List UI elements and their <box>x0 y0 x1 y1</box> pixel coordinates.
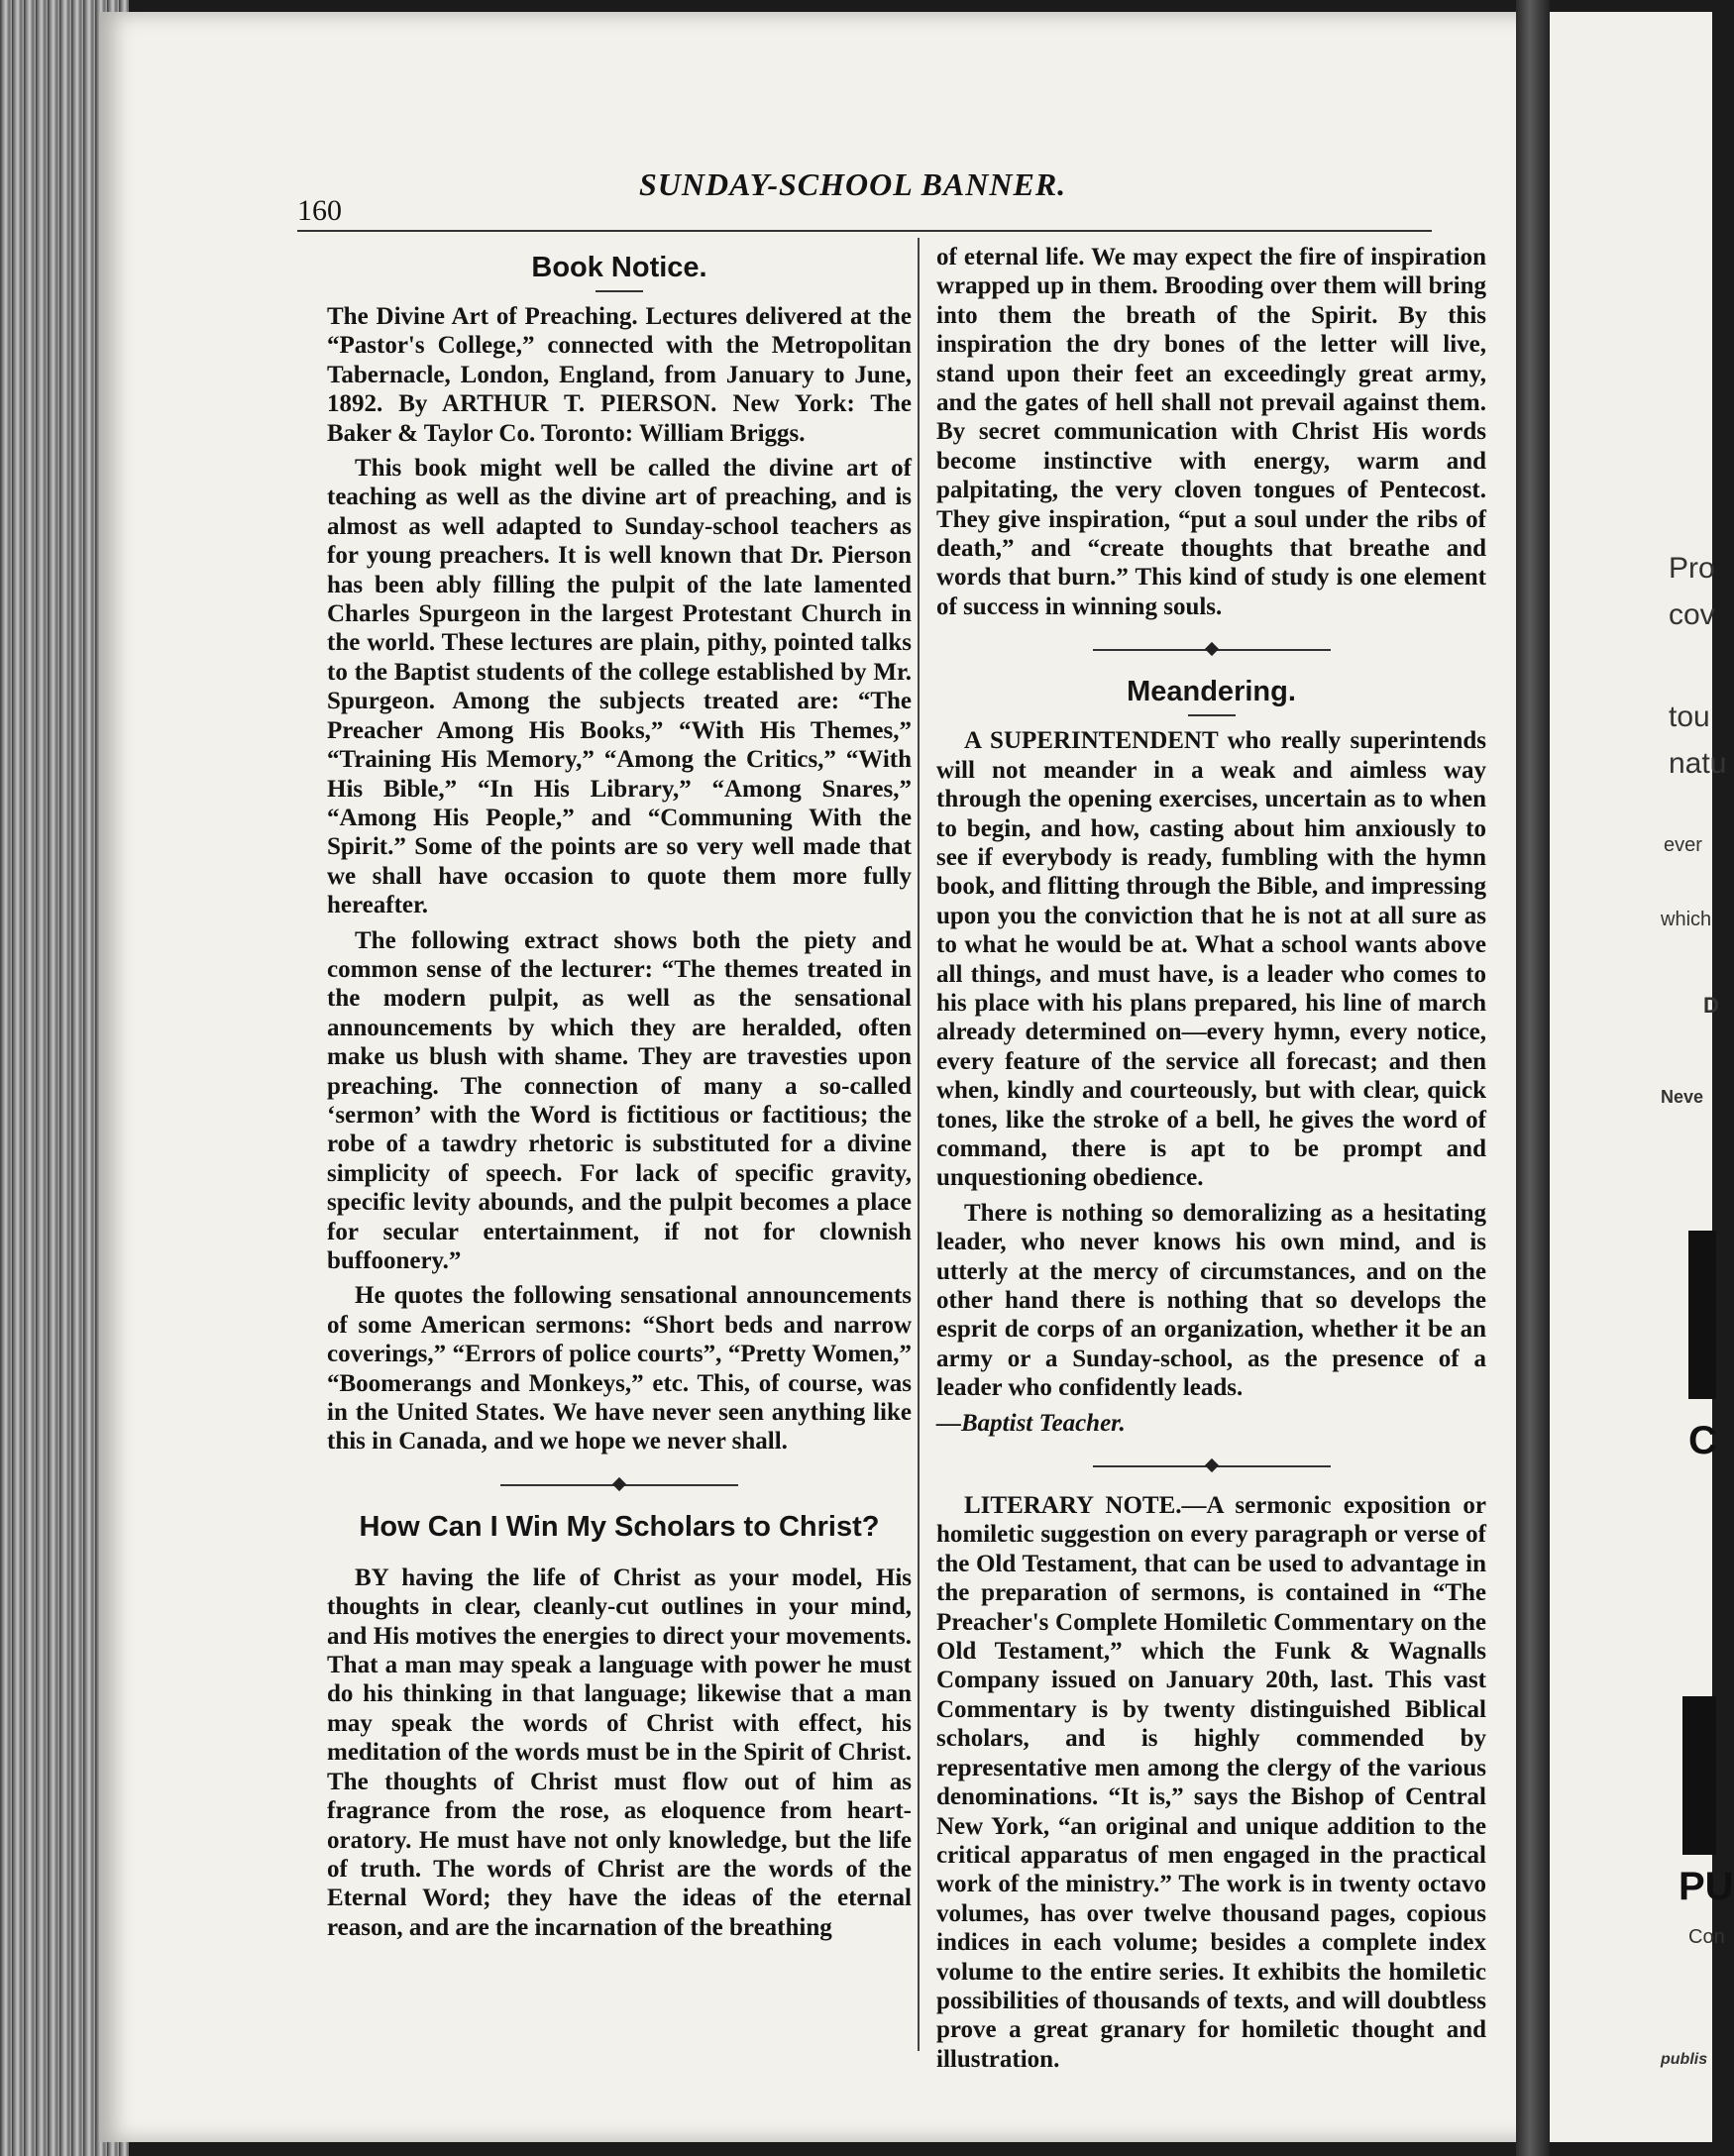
book-notice-heading: Book Notice. <box>531 252 707 283</box>
adjacent-page <box>1550 12 1734 2142</box>
adjacent-page-fragment: PU <box>1679 1865 1734 1908</box>
adjacent-page-decoration <box>1688 1231 1716 1399</box>
scholars-heading: How Can I Win My Scholars to Christ? <box>359 1510 880 1543</box>
section-divider <box>1093 643 1331 657</box>
adjacent-page-fragment: Con <box>1688 1926 1725 1948</box>
adjacent-page-fragment: publis <box>1661 2051 1708 2068</box>
meandering-heading: Meandering. <box>1127 676 1296 708</box>
running-title: SUNDAY-SCHOOL BANNER. <box>639 166 1067 202</box>
meandering-paragraph: A SUPERINTENDENT who really superintends will not meander in a weak and aimless way through the opening exercises, uncertain as to when to begin, and how, casting about him anxiously to see if everybody is ready, fumbling with the hymn book, and flitting through the Bible, and impressing upon you the conviction that he is not at all sure as to what he would be at. What a school wants above all things, and must have, is a leader who comes to his place with his plans prepared, his line of march already determined on—every hymn, every notice, every feature of the service all forecast; and then when, kindly and courteously, but with clear, quick tones, like the stroke of a bell, he gives the word of command, there is apt to be prompt and unquestioning obedience. <box>936 727 1486 1192</box>
page-gutter <box>1516 0 1550 2156</box>
scholars-paragraph: BY having the life of Christ as your model, His thoughts in clear, cleanly-cut outlines in your mind, and His motives the energies to direct your movements. That a man may speak a language with power he must do his thinking in that language; likewise that a man may speak the words of Christ with effect, his meditation of the words must be in the Spirit of Christ. The thoughts of Christ must flow out of him as fragrance from the rose, as eloquence from heart-oratory. He must have not only knowledge, but the life of truth. The words of Christ are the words of the Eternal Word; they have the ideas of the eternal reason, and are the incarnation of the breathing <box>327 1563 912 1941</box>
page-number: 160 <box>297 194 342 227</box>
adjacent-page-decoration <box>1682 1696 1716 1855</box>
adjacent-page-fragment: Neve <box>1661 1087 1704 1107</box>
heading-rule <box>1188 714 1236 716</box>
adjacent-page-fragment: natu <box>1669 747 1727 780</box>
adjacent-page-fragment: D <box>1703 993 1719 1018</box>
header-rule <box>297 230 1432 232</box>
column-divider <box>918 238 920 2051</box>
adjacent-page-fragment: cov <box>1669 598 1715 631</box>
page-header <box>297 166 1437 236</box>
adjacent-page-fragment: which <box>1661 909 1712 930</box>
right-column <box>936 243 1486 2080</box>
adjacent-page-fragment: Pro <box>1669 552 1715 585</box>
book-notice-paragraph: He quotes the following sensational announcements of some American sermons: “Short beds and narrow coverings,” “Errors of police courts”, “Pretty Women,” “Boomerangs and Monkeys,” etc. This, of course, was in the United States. We have never seen anything like this in Canada, and we hope we never shall. <box>327 1282 912 1455</box>
book-citation: The Divine Art of Preaching. Lectures delivered at the “Pastor's College,” connected with the Metropolitan Tabernacle, London, England, from January to June, 1892. By ARTHUR T. PIERSON. New York: The Baker & Taylor Co. Toronto: William Briggs. <box>327 303 912 447</box>
adjacent-page-fragment: ever <box>1664 834 1702 856</box>
scholars-continuation: of eternal life. We may expect the fire of inspiration wrapped up in them. Brooding over them will bring into them the breath of the Spirit. By this inspiration the dry bones of the letter will live, stand upon their feet an exceedingly great army, and the gates of hell shall not prevail against them. By secret communication with Christ His words become instinctive with energy, warm and palpitating, the very cloven tongues of Pentecost. They give inspiration, “put a soul under the ribs of death,” and “create thoughts that breathe and words that burn.” This kind of study is one element of success in winning souls. <box>936 244 1486 620</box>
adjacent-page-fragment: tou <box>1669 701 1710 733</box>
heading-rule <box>596 290 643 292</box>
book-notice-paragraph: The following extract shows both the piety and common sense of the lecturer: “The themes treated in the modern pulpit, as well as the sensational announcements by which they are heralded, often make us blush with shame. They are travesties upon preaching. The connection of many a so-called ‘sermon’ with the Word is fictitious or factitious; the robe of a tawdry rhetoric is substituted for a divine simplicity of speech. For lack of specific gravity, specific levity abounds, and the pulpit becomes a place for secular entertainment, if not for clownish buffoonery.” <box>327 926 912 1274</box>
meandering-attribution: —Baptist Teacher. <box>936 1409 1126 1437</box>
book-notice-paragraph: This book might well be called the divine art of teaching as well as the divine art of preaching, and is almost as well adapted to Sunday-school teachers as for young preachers. It is well known that Dr. Pierson has been ably filling the pulpit of the late lamented Charles Spurgeon in the largest Protestant Church in the world. These lectures are plain, pithy, pointed talks to the Baptist students of the college established by Mr. Spurgeon. Among the subjects treated are: “The Preacher Among His Books,” “With His Themes,” “Training His Memory,” “Among the Critics,” “With His Bible,” “In His Library,” “Among Snares,” “Among His People,” and “Communing With the Spirit.” Some of the points are so very well made that we shall have occasion to quote them more fully hereafter. <box>327 455 912 919</box>
left-column <box>327 243 912 1948</box>
section-divider <box>1093 1459 1331 1473</box>
literary-note-paragraph: LITERARY NOTE.—A sermonic exposition or homiletic suggestion on every paragraph or verse of the Old Testament, that can be used to advantage in the preparation of sermons, is contained in “The Preacher's Complete Homiletic Commentary on the Old Testament,” which the Funk & Wagnalls Company issued on January 20th, last. This vast Commentary is by twenty distinguished Biblical scholars, and is highly commended by representative men among the clergy of the various denominations. “It is,” says the Bishop of Central New York, “an original and unique addition to the critical apparatus of men engaged in the practical work of the ministry.” The work is in twenty octavo volumes, has over twelve thousand pages, copious indices in each volume; besides a complete index volume to the entire series. It exhibits the homiletic possibilities of thousands of texts, and will doubtless prove a great granary for homiletic thought and illustration. <box>936 1492 1486 2073</box>
meandering-paragraph: There is nothing so demoralizing as a hesitating leader, who never knows his own mind, and is utterly at the mercy of circumstances, and on the other hand there is nothing that so develops the esprit de corps of an organization, whether it be an army or a Sunday-school, as the presence of a leader who confidently leads. <box>936 1199 1486 1402</box>
adjacent-page-fragment: C <box>1688 1419 1717 1462</box>
section-divider <box>500 1478 738 1492</box>
